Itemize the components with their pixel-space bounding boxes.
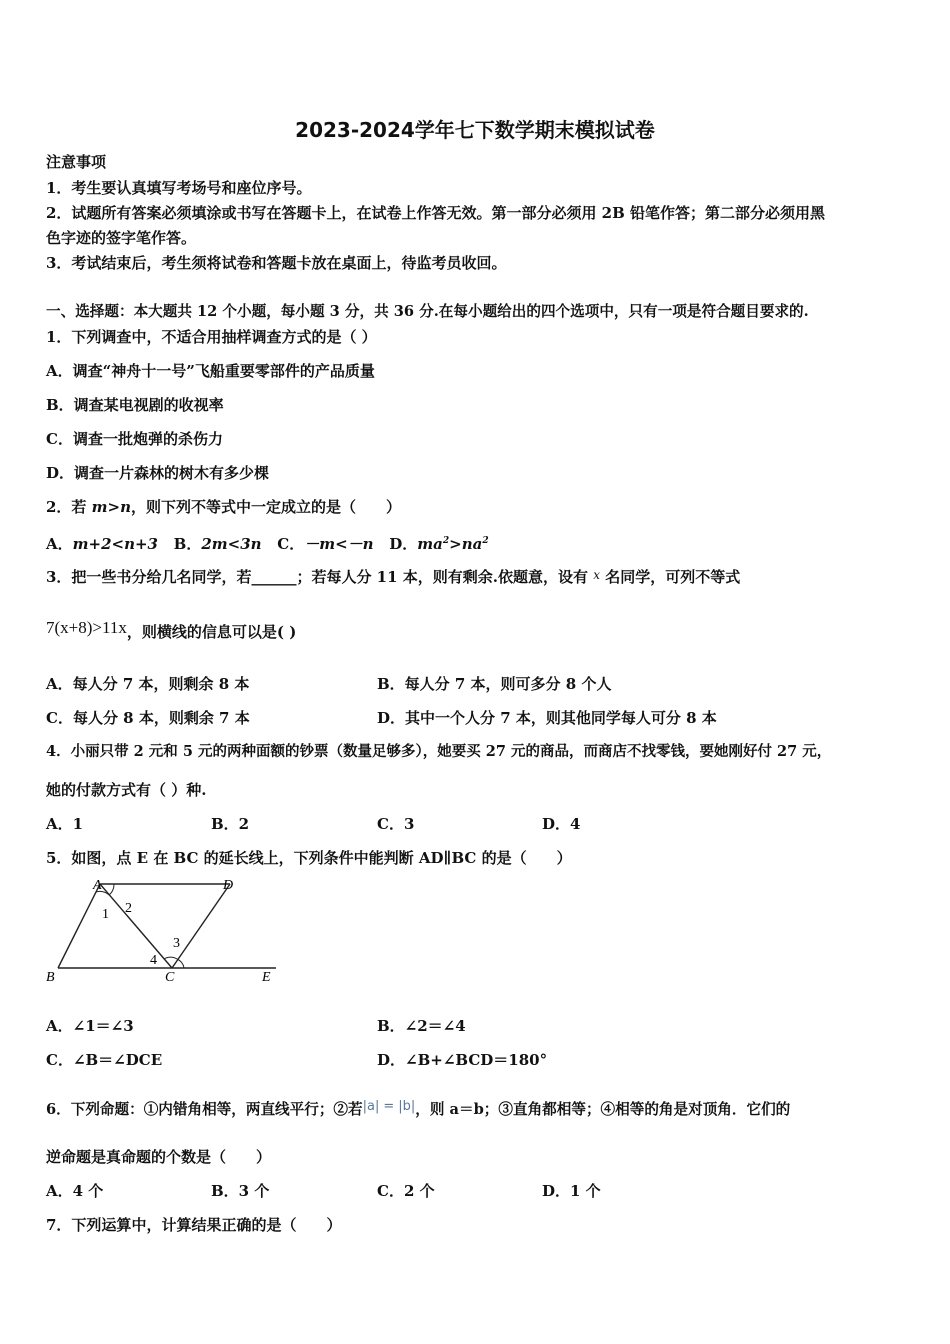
q5-geometry-figure [40,874,285,989]
q3-option-c: C．每人分 8 本，则剩余 7 本 [46,709,250,727]
q4-option-b: B．2 [211,815,250,833]
notice-item: 3．考试结束后，考生须将试卷和答题卡放在桌面上，待监考员收回。 [46,254,507,272]
label-angle-4: 4 [150,953,157,968]
angle-2-arc [109,884,114,895]
q2-option-d-label: D． [389,535,418,553]
notice-item: 1．考生要认真填写考场号和座位序号。 [46,179,312,197]
question-6-line1: 6．下列命题：①内错角相等，两直线平行；②若|a| = |b|，则 a＝b；③直角都相等；④相等的角是对顶角．它们的 [46,1099,791,1118]
segment-ac [100,884,172,968]
q6-abs-b: |b| [398,1099,416,1114]
q6-option-d: D．1 个 [542,1182,601,1200]
question-1-stem: 1．下列调查中，不适合用抽样调查方式的是（ ） [46,328,377,346]
label-e: E [262,970,271,985]
notice-item: 色字迹的签字笔作答。 [46,229,197,247]
q1-option-a: A．调查“神舟十一号”飞船重要零部件的产品质量 [46,362,375,380]
q6-option-c: C．2 个 [377,1182,435,1200]
label-d: D [223,878,234,893]
page-title: 2023-2024学年七下数学期末模拟试卷 [295,118,655,142]
q4-option-c: C．3 [377,815,415,833]
q2-condition: m>n [91,498,132,516]
question-6-line2: 逆命题是真命题的个数是（ ） [46,1148,272,1166]
q6-option-b: B．3 个 [211,1182,270,1200]
q3-option-b: B．每人分 7 本，则可多分 8 个人 [377,675,612,693]
q3-option-d: D．其中一个人分 7 本，则其他同学每人可分 8 本 [377,709,717,727]
q2-option-d: $ma^2>na^2$ [417,535,489,553]
q2-options [46,531,489,554]
label-angle-1: 1 [102,907,109,922]
q6-abs-eq: = [383,1099,395,1114]
q2-option-c: －m<－n [304,535,374,553]
q4-option-a: A．1 [46,815,84,833]
label-c: C [165,970,175,985]
segment-dc [172,884,230,968]
q5-option-d: D．∠B+∠BCD＝180° [377,1051,548,1069]
question-4-line2: 她的付款方式有（ ）种. [46,781,207,799]
q1-option-c: C．调查一批炮弹的杀伤力 [46,430,223,448]
question-7-stem: 7．下列运算中，计算结果正确的是（ ） [46,1216,342,1234]
segment-ab [58,884,100,968]
label-angle-3: 3 [173,936,180,951]
q3-formula: 7(x+8)>11x [46,618,127,637]
q5-option-c: C．∠B＝∠DCE [46,1051,163,1069]
question-3-stem: 3．把一些书分给几名同学，若______；若每人分 11 本，则有剩余.依题意，设有 $^x$ 名同学，可列不等式 [46,568,741,586]
q1-option-d: D．调查一片森林的树木有多少棵 [46,464,270,482]
q2-option-b-label: B． [173,535,202,553]
question-5-stem: 5．如图，点 E 在 BC 的延长线上，下列条件中能判断 AD∥BC 的是（ ） [46,849,572,867]
q5-option-b: B．∠2＝∠4 [377,1017,466,1035]
q6-option-a: A．4 个 [46,1182,104,1200]
q5-option-a: A．∠1＝∠3 [46,1017,134,1035]
q2-pre: 2．若 [46,498,92,516]
label-b: B [46,970,55,985]
label-a: A [93,878,102,893]
question-2-stem [46,497,401,517]
angle-4-arc [164,957,177,959]
label-angle-2: 2 [125,901,132,916]
notice-heading: 注意事项 [46,153,107,171]
q2-option-b: 2m<3n [201,535,262,553]
q3-option-a: A．每人分 7 本，则剩余 8 本 [46,675,250,693]
notice-item: 2．试题所有答案必须填涂或书写在答题卡上，在试卷上作答无效。第一部分必须用 2B 铅笔作答；第二部分必须用黑 [46,204,826,222]
question-3-formula-line: 7(x+8)>11x，则横线的信息可以是( ) [46,618,297,641]
q2-option-a-label: A． [46,535,73,553]
q2-option-a: m+2<n+3 [72,535,158,553]
q2-option-c-label: C． [277,535,305,553]
question-4-line1: 4．小丽只带 2 元和 5 元的两种面额的钞票（数量足够多），她要买 27 元的商品，而商店不找零钱，要她刚好付 27 元， [46,743,832,760]
q2-post: ，则下列不等式中一定成立的是（ ） [131,498,402,516]
q4-option-d: D．4 [542,815,581,833]
q1-option-b: B．调查某电视剧的收视率 [46,396,224,414]
q6-abs-a: |a| [362,1099,380,1114]
q3-variable: x [593,568,600,582]
section-heading: 一、选择题：本大题共 12 个小题，每小题 3 分，共 36 分.在每小题给出的四个选项中，只有一项是符合题目要求的. [46,303,809,320]
